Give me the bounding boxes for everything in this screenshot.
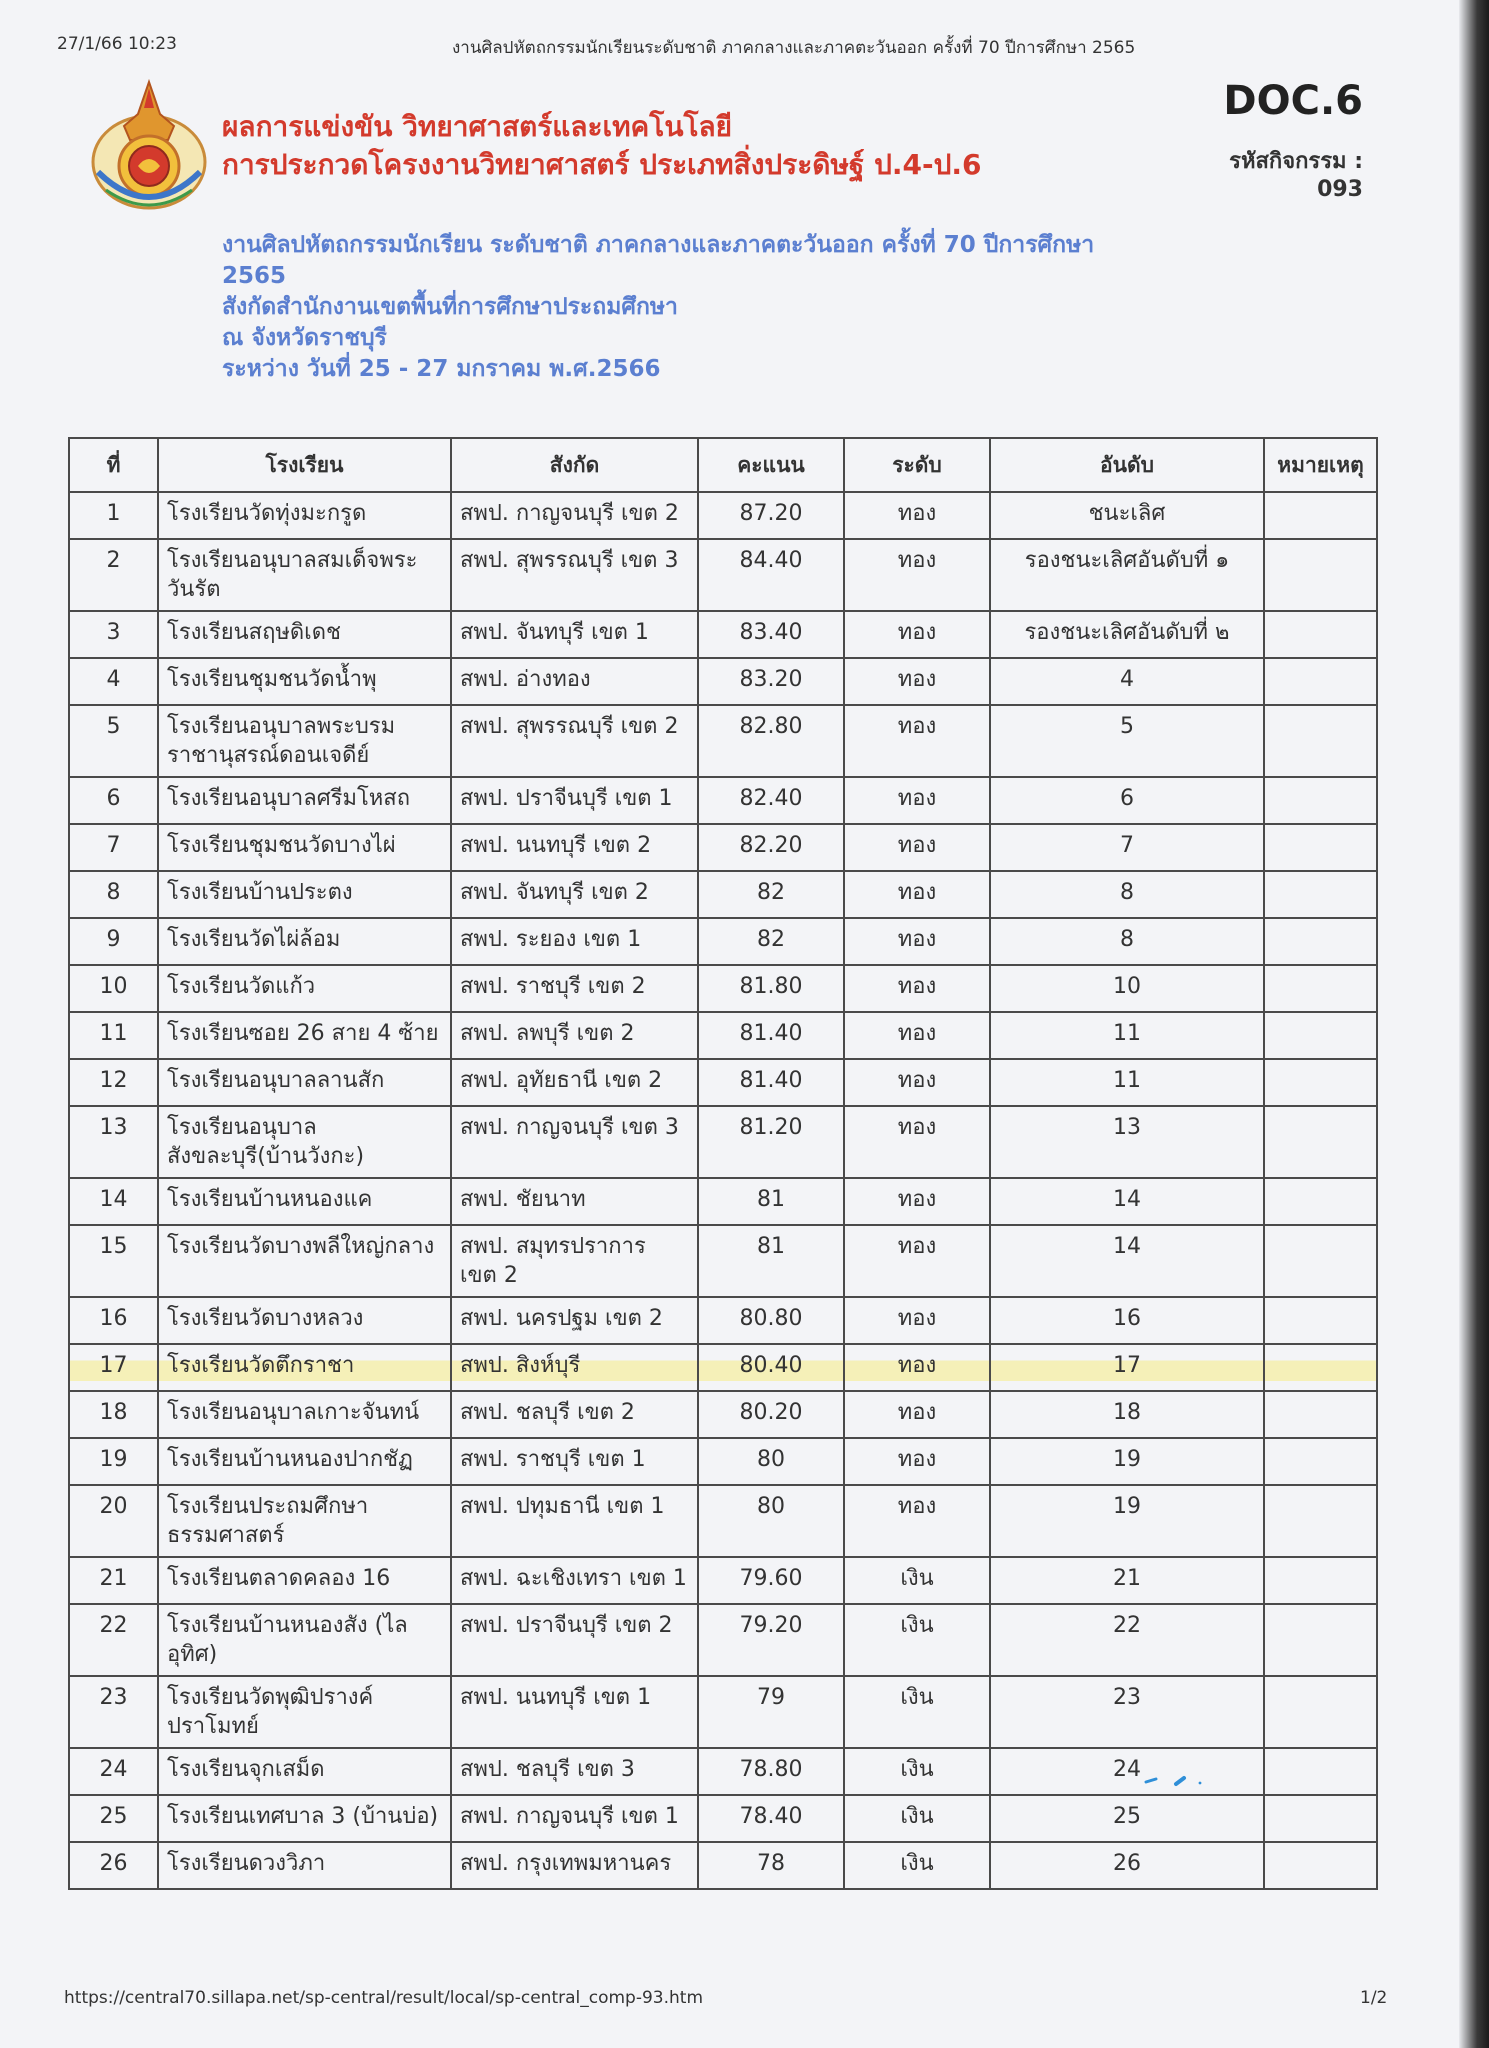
cell-score: 82 — [698, 918, 844, 965]
cell-rank: 8 — [990, 918, 1264, 965]
cell-affiliation: สพป. อ่างทอง — [451, 658, 698, 705]
table-row — [69, 539, 1377, 611]
cell-affiliation: สพป. กรุงเทพมหานคร — [451, 1842, 698, 1889]
cell-affiliation: สพป. ชลบุรี เขต 3 — [451, 1748, 698, 1795]
cell-affiliation: สพป. กาญจนบุรี เขต 3 — [451, 1106, 698, 1178]
cell-rank: 10 — [990, 965, 1264, 1012]
cell-level: ทอง — [844, 965, 990, 1012]
cell-no: 2 — [69, 539, 158, 611]
cell-remarks — [1264, 1795, 1377, 1842]
col-header-school: โรงเรียน — [158, 438, 451, 492]
col-header-rank: อันดับ — [990, 438, 1264, 492]
subtitle-line: สังกัดสำนักงานเขตพื้นที่การศึกษาประถมศึกษา — [222, 294, 678, 320]
cell-school: โรงเรียนชุมชนวัดน้ำพุ — [158, 658, 451, 705]
cell-score: 80 — [698, 1485, 844, 1557]
cell-school: โรงเรียนวัดไผ่ล้อม — [158, 918, 451, 965]
cell-level: เงิน — [844, 1604, 990, 1676]
cell-school: โรงเรียนอนุบาลสังขละบุรี(บ้านวังกะ) — [158, 1106, 451, 1178]
col-header-score: คะแนน — [698, 438, 844, 492]
cell-no: 20 — [69, 1485, 158, 1557]
cell-remarks — [1264, 1059, 1377, 1106]
cell-school: โรงเรียนบ้านหนองปากชัฏ — [158, 1438, 451, 1485]
table-row — [69, 824, 1377, 871]
cell-level: ทอง — [844, 1391, 990, 1438]
cell-level: ทอง — [844, 492, 990, 539]
cell-score: 79.20 — [698, 1604, 844, 1676]
cell-rank: 19 — [990, 1438, 1264, 1485]
cell-remarks — [1264, 1557, 1377, 1604]
cell-no: 9 — [69, 918, 158, 965]
cell-affiliation: สพป. จันทบุรี เขต 2 — [451, 871, 698, 918]
cell-affiliation: สพป. ระยอง เขต 1 — [451, 918, 698, 965]
cell-score: 82.20 — [698, 824, 844, 871]
cell-rank: 18 — [990, 1391, 1264, 1438]
doc-code: DOC.6 — [1223, 78, 1363, 124]
cell-rank: 11 — [990, 1059, 1264, 1106]
cell-rank: 25 — [990, 1795, 1264, 1842]
cell-score: 80.80 — [698, 1297, 844, 1344]
cell-level: ทอง — [844, 1485, 990, 1557]
table-row — [69, 1106, 1377, 1178]
cell-level: ทอง — [844, 658, 990, 705]
cell-level: ทอง — [844, 705, 990, 777]
table-row — [69, 658, 1377, 705]
cell-score: 83.20 — [698, 658, 844, 705]
cell-remarks — [1264, 1106, 1377, 1178]
cell-level: เงิน — [844, 1557, 990, 1604]
cell-rank: 8 — [990, 871, 1264, 918]
cell-level: ทอง — [844, 1106, 990, 1178]
footer-url: https://central70.sillapa.net/sp-central/result/local/sp-central_comp-93.htm — [64, 1988, 704, 2008]
cell-level: ทอง — [844, 1059, 990, 1106]
cell-school: โรงเรียนบ้านหนองแค — [158, 1178, 451, 1225]
cell-school: โรงเรียนอนุบาลสมเด็จพระวันรัต — [158, 539, 451, 611]
cell-no: 18 — [69, 1391, 158, 1438]
col-header-no: ที่ — [69, 438, 158, 492]
cell-score: 81 — [698, 1178, 844, 1225]
table-row — [69, 1485, 1377, 1557]
table-row — [69, 1795, 1377, 1842]
cell-affiliation: สพป. สุพรรณบุรี เขต 2 — [451, 705, 698, 777]
cell-school: โรงเรียนอนุบาลพระบรมราชานุสรณ์ดอนเจดีย์ — [158, 705, 451, 777]
cell-affiliation: สพป. ฉะเชิงเทรา เขต 1 — [451, 1557, 698, 1604]
cell-remarks — [1264, 871, 1377, 918]
cell-level: เงิน — [844, 1795, 990, 1842]
table-row — [69, 1012, 1377, 1059]
col-header-affiliation: สังกัด — [451, 438, 698, 492]
cell-school: โรงเรียนอนุบาลลานสัก — [158, 1059, 451, 1106]
cell-level: ทอง — [844, 1178, 990, 1225]
subtitle-line: ระหว่าง วันที่ 25 - 27 มกราคม พ.ศ.2566 — [222, 356, 661, 382]
cell-school: โรงเรียนดวงวิภา — [158, 1842, 451, 1889]
cell-remarks — [1264, 1842, 1377, 1889]
cell-no: 4 — [69, 658, 158, 705]
cell-no: 8 — [69, 871, 158, 918]
table-row — [69, 1297, 1377, 1344]
cell-level: เงิน — [844, 1842, 990, 1889]
cell-rank: 16 — [990, 1297, 1264, 1344]
print-site-title: งานศิลปหัตถกรรมนักเรียนระดับชาติ ภาคกลางและภาคตะวันออก ครั้งที่ 70 ปีการศึกษา 2565 — [452, 38, 1136, 58]
table-row — [69, 1557, 1377, 1604]
title-line-1: ผลการแข่งขัน วิทยาศาสตร์และเทคโนโลยี — [222, 110, 733, 143]
table-row — [69, 1178, 1377, 1225]
cell-rank: 23 — [990, 1676, 1264, 1748]
cell-level: ทอง — [844, 539, 990, 611]
cell-affiliation: สพป. จันทบุรี เขต 1 — [451, 611, 698, 658]
cell-remarks — [1264, 1391, 1377, 1438]
activity-label: รหัสกิจกรรม : — [1229, 149, 1363, 174]
cell-remarks — [1264, 1344, 1377, 1391]
table-row — [69, 1676, 1377, 1748]
cell-rank: 13 — [990, 1106, 1264, 1178]
cell-school: โรงเรียนวัดบางหลวง — [158, 1297, 451, 1344]
cell-remarks — [1264, 1225, 1377, 1297]
cell-score: 82.80 — [698, 705, 844, 777]
cell-remarks — [1264, 1748, 1377, 1795]
table-row — [69, 611, 1377, 658]
ministry-emblem-logo — [88, 74, 210, 214]
cell-no: 11 — [69, 1012, 158, 1059]
cell-score: 79 — [698, 1676, 844, 1748]
table-row — [69, 1344, 1377, 1391]
cell-rank: 24 — [990, 1748, 1264, 1795]
cell-score: 82.40 — [698, 777, 844, 824]
cell-remarks — [1264, 918, 1377, 965]
cell-school: โรงเรียนวัดบางพลีใหญ่กลาง — [158, 1225, 451, 1297]
cell-level: ทอง — [844, 611, 990, 658]
cell-remarks — [1264, 965, 1377, 1012]
cell-level: ทอง — [844, 871, 990, 918]
results-body — [69, 492, 1377, 1912]
cell-remarks — [1264, 705, 1377, 777]
col-header-remarks: หมายเหตุ — [1264, 438, 1377, 492]
table-row — [69, 1438, 1377, 1485]
table-row — [69, 1225, 1377, 1297]
cell-score: 81.40 — [698, 1059, 844, 1106]
activity-code-block — [1229, 148, 1363, 204]
cell-score: 83.40 — [698, 611, 844, 658]
print-date: 27/1/66 10:23 — [57, 34, 177, 54]
table-row — [69, 1391, 1377, 1438]
cell-rank: 19 — [990, 1485, 1264, 1557]
col-header-level: ระดับ — [844, 438, 990, 492]
cell-affiliation: สพป. สุพรรณบุรี เขต 3 — [451, 539, 698, 611]
cell-affiliation: สพป. ปราจีนบุรี เขต 1 — [451, 777, 698, 824]
cell-level: ทอง — [844, 1225, 990, 1297]
cell-school: โรงเรียนวัดตึกราชา — [158, 1344, 451, 1391]
cell-affiliation: สพป. กาญจนบุรี เขต 2 — [451, 492, 698, 539]
cell-school: โรงเรียนอนุบาลศรีมโหสถ — [158, 777, 451, 824]
cell-score: 80 — [698, 1438, 844, 1485]
table-row — [69, 965, 1377, 1012]
cell-school: โรงเรียนจุกเสม็ด — [158, 1748, 451, 1795]
cell-school: โรงเรียนประถมศึกษาธรรมศาสตร์ — [158, 1485, 451, 1557]
cell-level: เงิน — [844, 1748, 990, 1795]
cell-affiliation: สพป. ปราจีนบุรี เขต 2 — [451, 1604, 698, 1676]
table-row — [69, 871, 1377, 918]
cell-rank: รองชนะเลิศอันดับที่ ๒ — [990, 611, 1264, 658]
cell-no: 14 — [69, 1178, 158, 1225]
cell-affiliation: สพป. ราชบุรี เขต 2 — [451, 965, 698, 1012]
subtitle-line: 2565 — [222, 263, 287, 289]
cell-level: ทอง — [844, 1344, 990, 1391]
cell-level: ทอง — [844, 1012, 990, 1059]
cell-rank: 5 — [990, 705, 1264, 777]
cell-no: 22 — [69, 1604, 158, 1676]
cell-level: ทอง — [844, 824, 990, 871]
cell-affiliation: สพป. ปทุมธานี เขต 1 — [451, 1485, 698, 1557]
cell-affiliation: สพป. นนทบุรี เขต 1 — [451, 1676, 698, 1748]
cell-no: 10 — [69, 965, 158, 1012]
cell-school: โรงเรียนวัดแก้ว — [158, 965, 451, 1012]
cell-level: ทอง — [844, 1438, 990, 1485]
cell-level: ทอง — [844, 1297, 990, 1344]
cell-score: 81.80 — [698, 965, 844, 1012]
cell-level: ทอง — [844, 918, 990, 965]
cell-no: 17 — [69, 1344, 158, 1391]
footer-page-number: 1/2 — [1360, 1988, 1388, 2008]
event-subtitle — [222, 230, 1122, 385]
subtitle-line: งานศิลปหัตถกรรมนักเรียน ระดับชาติ ภาคกลางและภาคตะวันออก ครั้งที่ 70 ปีการศึกษา — [222, 232, 1095, 258]
cell-school: โรงเรียนเทศบาล 3 (บ้านบ่อ) — [158, 1795, 451, 1842]
cell-school: โรงเรียนวัดพุฒิปรางค์ปราโมทย์ — [158, 1676, 451, 1748]
cell-rank: 26 — [990, 1842, 1264, 1889]
cell-rank: 17 — [990, 1344, 1264, 1391]
cell-no: 25 — [69, 1795, 158, 1842]
cell-remarks — [1264, 658, 1377, 705]
cell-school: โรงเรียนบ้านหนองสัง (ไลอุทิศ) — [158, 1604, 451, 1676]
cell-score: 80.20 — [698, 1391, 844, 1438]
cell-rank: 11 — [990, 1012, 1264, 1059]
cell-remarks — [1264, 1676, 1377, 1748]
cell-no: 24 — [69, 1748, 158, 1795]
cell-remarks — [1264, 1438, 1377, 1485]
cell-no: 26 — [69, 1842, 158, 1889]
cell-remarks — [1264, 1485, 1377, 1557]
cell-score: 81 — [698, 1225, 844, 1297]
table-row — [69, 918, 1377, 965]
cell-no: 1 — [69, 492, 158, 539]
cell-no: 19 — [69, 1438, 158, 1485]
cell-school: โรงเรียนซอย 26 สาย 4 ซ้าย — [158, 1012, 451, 1059]
table-row — [69, 1604, 1377, 1676]
spacer-cell — [69, 1889, 1377, 1912]
cell-remarks — [1264, 539, 1377, 611]
document-title — [222, 108, 982, 184]
cell-score: 78.40 — [698, 1795, 844, 1842]
subtitle-line: ณ จังหวัดราชบุรี — [222, 325, 387, 351]
activity-code: 093 — [1317, 177, 1363, 202]
cell-school: โรงเรียนชุมชนวัดบางไผ่ — [158, 824, 451, 871]
table-row — [69, 1059, 1377, 1106]
cell-remarks — [1264, 777, 1377, 824]
ink-mark-icon — [1140, 1772, 1220, 1790]
cell-rank: 22 — [990, 1604, 1264, 1676]
cell-level: เงิน — [844, 1676, 990, 1748]
table-bottom-spacer — [69, 1889, 1377, 1912]
cell-rank: 14 — [990, 1225, 1264, 1297]
cell-remarks — [1264, 824, 1377, 871]
cell-affiliation: สพป. ลพบุรี เขต 2 — [451, 1012, 698, 1059]
cell-no: 5 — [69, 705, 158, 777]
cell-no: 13 — [69, 1106, 158, 1178]
table-row — [69, 492, 1377, 539]
cell-remarks — [1264, 1297, 1377, 1344]
table-row — [69, 1842, 1377, 1889]
cell-school: โรงเรียนบ้านประตง — [158, 871, 451, 918]
results-table — [68, 437, 1378, 1912]
cell-no: 21 — [69, 1557, 158, 1604]
cell-school: โรงเรียนวัดทุ่งมะกรูด — [158, 492, 451, 539]
cell-school: โรงเรียนอนุบาลเกาะจันทน์ — [158, 1391, 451, 1438]
cell-affiliation: สพป. อุทัยธานี เขต 2 — [451, 1059, 698, 1106]
cell-score: 79.60 — [698, 1557, 844, 1604]
cell-remarks — [1264, 611, 1377, 658]
cell-affiliation: สพป. ราชบุรี เขต 1 — [451, 1438, 698, 1485]
cell-score: 84.40 — [698, 539, 844, 611]
cell-remarks — [1264, 1012, 1377, 1059]
cell-rank: ชนะเลิศ — [990, 492, 1264, 539]
cell-rank: 21 — [990, 1557, 1264, 1604]
table-row — [69, 777, 1377, 824]
cell-rank: 14 — [990, 1178, 1264, 1225]
cell-no: 23 — [69, 1676, 158, 1748]
cell-no: 12 — [69, 1059, 158, 1106]
cell-rank: 7 — [990, 824, 1264, 871]
cell-score: 78.80 — [698, 1748, 844, 1795]
cell-remarks — [1264, 492, 1377, 539]
cell-remarks — [1264, 1178, 1377, 1225]
cell-score: 78 — [698, 1842, 844, 1889]
cell-affiliation: สพป. สิงห์บุรี — [451, 1344, 698, 1391]
title-line-2: การประกวดโครงงานวิทยาศาสตร์ ประเภทสิ่งประดิษฐ์ ป.4-ป.6 — [222, 148, 982, 181]
cell-remarks — [1264, 1604, 1377, 1676]
cell-no: 3 — [69, 611, 158, 658]
cell-no: 7 — [69, 824, 158, 871]
cell-rank: 6 — [990, 777, 1264, 824]
cell-affiliation: สพป. สมุทรปราการ เขต 2 — [451, 1225, 698, 1297]
cell-school: โรงเรียนสฤษดิเดช — [158, 611, 451, 658]
cell-rank: 4 — [990, 658, 1264, 705]
cell-rank: รองชนะเลิศอันดับที่ ๑ — [990, 539, 1264, 611]
scanner-page-edge — [1459, 0, 1489, 2048]
cell-school: โรงเรียนตลาดคลอง 16 — [158, 1557, 451, 1604]
cell-no: 15 — [69, 1225, 158, 1297]
cell-score: 82 — [698, 871, 844, 918]
cell-score: 81.40 — [698, 1012, 844, 1059]
cell-affiliation: สพป. ชัยนาท — [451, 1178, 698, 1225]
cell-score: 87.20 — [698, 492, 844, 539]
table-header-row — [69, 438, 1377, 492]
cell-affiliation: สพป. นนทบุรี เขต 2 — [451, 824, 698, 871]
cell-affiliation: สพป. นครปฐม เขต 2 — [451, 1297, 698, 1344]
cell-no: 6 — [69, 777, 158, 824]
cell-score: 81.20 — [698, 1106, 844, 1178]
cell-no: 16 — [69, 1297, 158, 1344]
cell-affiliation: สพป. กาญจนบุรี เขต 1 — [451, 1795, 698, 1842]
cell-affiliation: สพป. ชลบุรี เขต 2 — [451, 1391, 698, 1438]
table-row — [69, 705, 1377, 777]
cell-score: 80.40 — [698, 1344, 844, 1391]
cell-level: ทอง — [844, 777, 990, 824]
